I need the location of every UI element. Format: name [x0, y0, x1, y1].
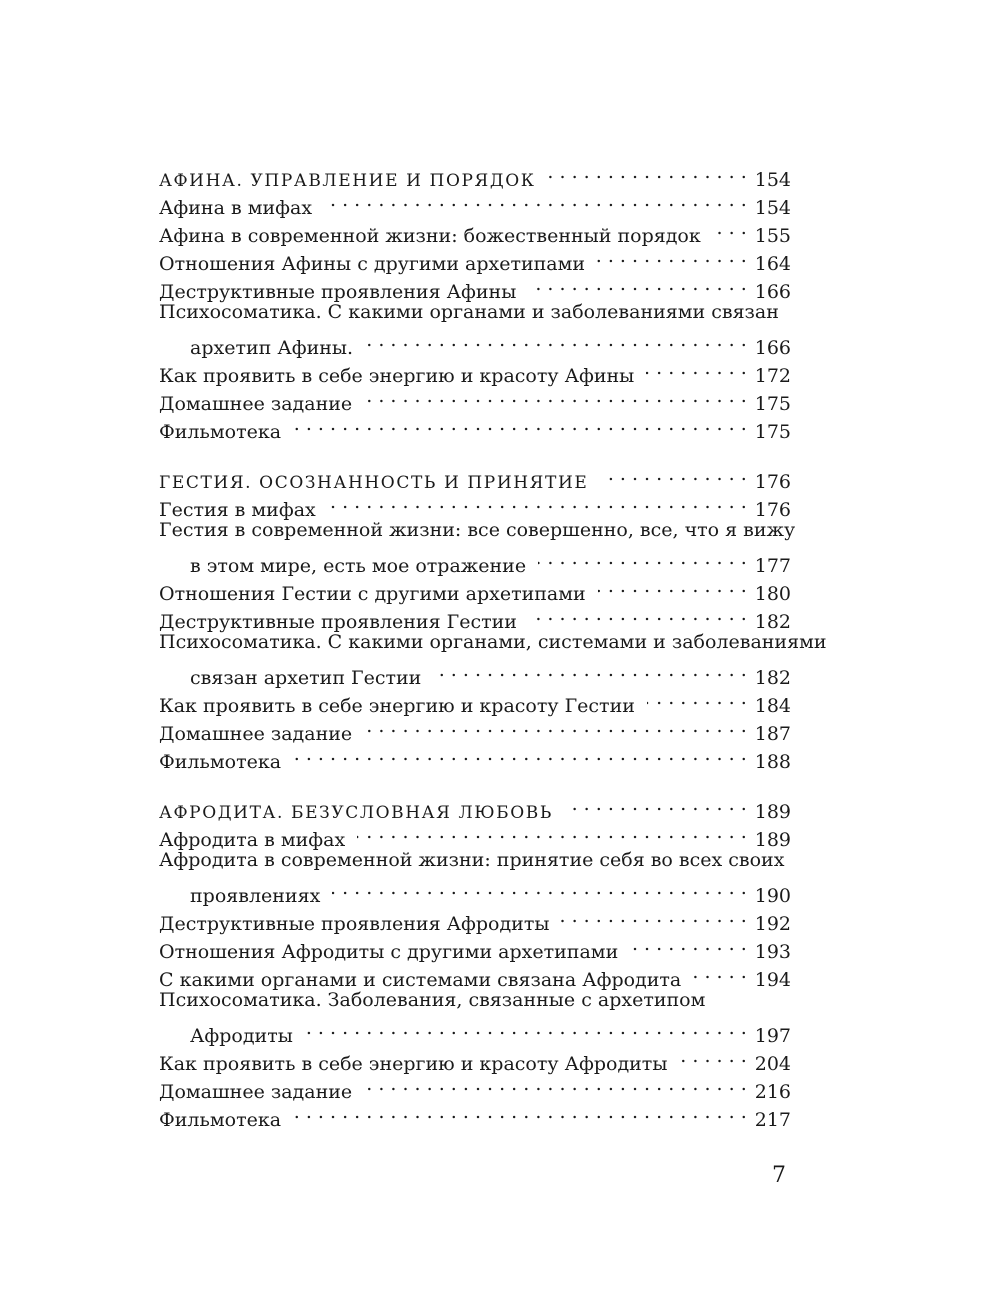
page-number: 7: [772, 1163, 786, 1188]
entry-title: Отношения Афины с другими архетипами: [159, 253, 586, 275]
entry-title: Домашнее задание: [159, 393, 353, 415]
entry-page-number: 189: [754, 829, 791, 851]
dot-leader: [646, 354, 746, 382]
entry-title: Деструктивные проявления Афины: [159, 281, 517, 303]
dot-leader: [328, 488, 747, 516]
dot-leader: [538, 544, 747, 572]
dot-leader: [713, 214, 747, 242]
entry-title: проявлениях: [190, 885, 321, 907]
dot-leader: [357, 818, 747, 846]
entry-title: Фильмотека: [159, 751, 282, 773]
dot-leader: [324, 186, 747, 214]
entry-title: ГЕСТИЯ. ОСОЗНАННОСТЬ И ПРИНЯТИЕ: [159, 473, 589, 493]
dot-leader: [364, 1070, 747, 1098]
entry-title-first-line[interactable]: Психосоматика. С какими органами, системами и заболеваниями: [159, 631, 827, 653]
section-heading[interactable]: [159, 158, 791, 191]
dot-leader: [364, 382, 747, 410]
toc-section: [159, 158, 791, 443]
entry-page-number: 166: [754, 281, 791, 303]
dot-leader: [647, 684, 747, 712]
section-heading[interactable]: [159, 790, 791, 823]
entry-page-number: 188: [754, 751, 791, 773]
entry-page-number: 164: [754, 253, 791, 275]
entry-page-number: 197: [754, 1025, 791, 1047]
dot-leader: [600, 460, 746, 488]
dot-leader: [561, 902, 746, 930]
dot-leader: [528, 270, 746, 298]
dot-leader: [565, 790, 747, 818]
dot-leader: [548, 158, 747, 186]
entry-page-number: 182: [754, 667, 791, 689]
entry-title: Отношения Гестии с другими архетипами: [159, 583, 586, 605]
entry-page-number: 175: [754, 421, 791, 443]
entry-title: связан архетип Гестии: [190, 667, 422, 689]
dot-leader: [293, 1098, 747, 1126]
dot-leader: [679, 1042, 746, 1070]
dot-leader: [364, 712, 747, 740]
entry-page-number: 216: [754, 1081, 791, 1103]
dot-leader: [433, 656, 746, 684]
entry-page-number: 194: [754, 969, 791, 991]
entry-page-number: 172: [754, 365, 791, 387]
entry-title: Отношения Афродиты с другими архетипами: [159, 941, 619, 963]
entry-page-number: 155: [754, 225, 791, 247]
toc-entry-continuation[interactable]: [159, 874, 791, 907]
entry-page-number: 187: [754, 723, 791, 745]
entry-title-first-line[interactable]: Афродита в современной жизни: принятие себя во всех своих: [159, 849, 785, 871]
entry-page-number: 192: [754, 913, 791, 935]
toc-section: [159, 460, 827, 773]
entry-title: Как проявить в себе энергию и красоту Гестии: [159, 695, 635, 717]
table-of-contents: [159, 158, 827, 1148]
entry-title-first-line[interactable]: Гестия в современной жизни: все совершенно, все, что я вижу: [159, 519, 796, 541]
entry-page-number: 217: [754, 1109, 791, 1131]
section-heading[interactable]: [159, 460, 791, 493]
toc-entry-continuation[interactable]: [159, 656, 791, 689]
entry-page-number: 193: [754, 941, 791, 963]
dot-leader: [293, 410, 747, 438]
entry-page-number: 184: [754, 695, 791, 717]
toc-section: [159, 790, 791, 1131]
entry-title: Как проявить в себе энергию и красоту Афины: [159, 365, 635, 387]
entry-title: Домашнее задание: [159, 1081, 353, 1103]
dot-leader: [332, 874, 746, 902]
entry-page-number: 190: [754, 885, 791, 907]
entry-page-number: 189: [754, 801, 791, 823]
dot-leader: [598, 572, 747, 600]
entry-title: Афина в современной жизни: божественный порядок: [159, 225, 701, 247]
entry-title: Как проявить в себе энергию и красоту Афродиты: [159, 1053, 668, 1075]
entry-title: в этом мире, есть мое отражение: [190, 555, 527, 577]
dot-leader: [305, 1014, 747, 1042]
entry-title-first-line[interactable]: Психосоматика. Заболевания, связанные с архетипом: [159, 989, 706, 1011]
toc-entry-continuation[interactable]: [159, 1014, 791, 1047]
entry-title: Фильмотека: [159, 1109, 282, 1131]
entry-page-number: 166: [754, 337, 791, 359]
entry-title: Афродита в мифах: [159, 829, 346, 851]
entry-title: Деструктивные проявления Гестии: [159, 611, 517, 633]
entry-page-number: 154: [754, 169, 791, 191]
toc-entry-continuation[interactable]: [159, 544, 791, 577]
dot-leader: [630, 930, 747, 958]
entry-title: Фильмотека: [159, 421, 282, 443]
entry-title: С какими органами и системами связана Афродита: [159, 969, 682, 991]
entry-title-first-line[interactable]: Психосоматика. С какими органами и заболеваниями связан: [159, 301, 779, 323]
dot-leader: [293, 740, 747, 768]
entry-title: Афродиты: [190, 1025, 293, 1047]
entry-title: АФИНА. УПРАВЛЕНИЕ И ПОРЯДОК: [159, 171, 536, 191]
entry-page-number: 182: [754, 611, 791, 633]
entry-title: Афина в мифах: [159, 197, 313, 219]
toc-entry-continuation[interactable]: [159, 326, 791, 359]
dot-leader: [597, 242, 747, 270]
entry-page-number: 204: [754, 1053, 791, 1075]
entry-page-number: 175: [754, 393, 791, 415]
entry-page-number: 176: [754, 499, 791, 521]
dot-leader: [693, 958, 746, 986]
dot-leader: [529, 600, 747, 628]
entry-title: Деструктивные проявления Афродиты: [159, 913, 550, 935]
entry-page-number: 154: [754, 197, 791, 219]
entry-title: Гестия в мифах: [159, 499, 316, 521]
entry-title: архетип Афины.: [190, 337, 354, 359]
entry-page-number: 177: [754, 555, 791, 577]
dot-leader: [365, 326, 747, 354]
entry-page-number: 176: [754, 471, 791, 493]
entry-page-number: 180: [754, 583, 791, 605]
entry-title: Домашнее задание: [159, 723, 353, 745]
entry-title: АФРОДИТА. БЕЗУСЛОВНАЯ ЛЮБОВЬ: [159, 803, 553, 823]
